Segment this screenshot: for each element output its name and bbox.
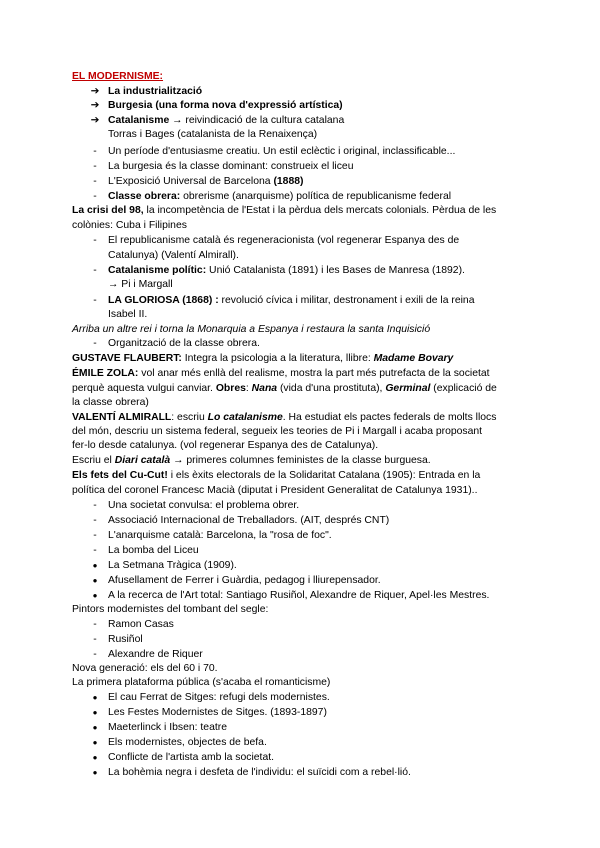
dash-bullet-icon: - [93, 265, 97, 276]
paragraph: Escriu el Diari català → primeres columnes feministes de la classe burguesa. [72, 455, 431, 466]
dash-bullet-icon: - [93, 176, 97, 187]
dash-bullet-icon: - [93, 649, 97, 660]
dot-bullet-icon: ● [92, 591, 98, 600]
list-item: El cau Ferrat de Sitges: refugi dels modernistes. [108, 692, 330, 703]
paragraph-continuation: perquè aquesta vulgui canviar. Obres: Nana (vida d'una prostituta), Germinal (explicació de [72, 383, 497, 394]
dot-bullet-icon: ● [92, 708, 98, 717]
dash-bullet-icon: - [93, 191, 97, 202]
arrow-bullet-icon: ➔ [90, 115, 100, 126]
list-item: Catalanisme → reivindicació de la cultura catalana [108, 115, 345, 126]
list-item: La bomba del Liceu [108, 545, 199, 556]
dot-bullet-icon: ● [92, 753, 98, 762]
dash-bullet-icon: - [93, 338, 97, 349]
page-title: EL MODERNISME: [72, 71, 164, 82]
list-item: Classe obrera: obrerisme (anarquisme) política de republicanisme federal [108, 191, 452, 202]
list-item: L'Exposició Universal de Barcelona (1888) [108, 176, 304, 187]
list-item: El republicanisme català és regeneracionista (vol regenerar Espanya des de [108, 235, 460, 246]
paragraph: Els fets del Cu-Cut! i els èxits electorals de la Solidaritat Catalana (1905): Entrada en la [72, 470, 481, 481]
dash-bullet-icon: - [93, 146, 97, 157]
dash-bullet-icon: - [93, 161, 97, 172]
list-item: Associació Internacional de Treballadors. (AIT, després CNT) [108, 515, 390, 526]
dash-bullet-icon: - [93, 619, 97, 630]
dash-bullet-icon: - [93, 634, 97, 645]
paragraph: ÉMILE ZOLA: vol anar més enllà del realisme, mostra la part més putrefacta de la societat [72, 368, 490, 379]
list-item: Organització de la classe obrera. [108, 338, 260, 349]
list-item: Una societat convulsa: el problema obrer. [108, 500, 300, 511]
list-item-continuation: Torras i Bages (catalanista de la Renaixença) [108, 129, 318, 140]
dash-bullet-icon: - [93, 545, 97, 556]
list-item: La burgesia és la classe dominant: construeix el liceu [108, 161, 354, 172]
list-item: Burgesia (una forma nova d'expressió artística) [108, 100, 343, 111]
list-item: Catalanisme polític: Unió Catalanista (1891) i les Bases de Manresa (1892). [108, 265, 465, 276]
dot-bullet-icon: ● [92, 561, 98, 570]
list-item: A la recerca de l'Art total: Santiago Rusiñol, Alexandre de Riquer, Apel·les Mestres. [108, 590, 490, 601]
arrow-bullet-icon: ➔ [90, 100, 100, 111]
paragraph: Nova generació: els del 60 i 70. [72, 663, 218, 674]
dash-bullet-icon: - [93, 530, 97, 541]
dot-bullet-icon: ● [92, 576, 98, 585]
list-item-continuation: Isabel II. [108, 309, 148, 320]
list-item: La bohèmia negra i desfeta de l'individu: el suïcidi com a rebel·lió. [108, 767, 411, 778]
paragraph: GUSTAVE FLAUBERT: Integra la psicologia a la literatura, llibre: Madame Bovary [72, 353, 454, 364]
section-heading: Pintors modernistes del tombant del segle: [72, 604, 269, 615]
dash-bullet-icon: - [93, 500, 97, 511]
list-item: LA GLORIOSA (1868) : revolució cívica i militar, destronament i exili de la reina [108, 295, 475, 306]
dash-bullet-icon: - [93, 235, 97, 246]
dot-bullet-icon: ● [92, 738, 98, 747]
list-item: Conflicte de l'artista amb la societat. [108, 752, 275, 763]
list-item-continuation: Catalunya) (Valentí Almirall). [108, 250, 239, 261]
list-item: Els modernistes, objectes de befa. [108, 737, 267, 748]
list-item: Ramon Casas [108, 619, 174, 630]
paragraph-continuation: la classe obrera) [72, 397, 149, 408]
dot-bullet-icon: ● [92, 768, 98, 777]
list-item: Afusellament de Ferrer i Guàrdia, pedagog i lliurepensador. [108, 575, 381, 586]
dash-bullet-icon: - [93, 515, 97, 526]
paragraph-continuation: del món, descriu un sistema federal, segueix les teories de Pi i Margall i acaba proposant [72, 426, 483, 437]
paragraph-continuation: fer-lo desde catalunya. (vol regenerar Espanya des de Catalunya). [72, 440, 379, 451]
dash-bullet-icon: - [93, 295, 97, 306]
list-item: Maeterlinck i Ibsen: teatre [108, 722, 227, 733]
list-item: La Setmana Tràgica (1909). [108, 560, 237, 571]
arrow-bullet-icon: ➔ [90, 86, 100, 97]
dot-bullet-icon: ● [92, 693, 98, 702]
italic-note: Arriba un altre rei i torna la Monarquia a Espanya i restaura la santa Inquisició [72, 324, 431, 335]
list-item: Rusiñol [108, 634, 143, 645]
list-item-continuation: → Pi i Margall [108, 279, 173, 290]
paragraph-continuation: política del coronel Francesc Macià (diputat i President Generalitat de Catalunya 1931).. [72, 485, 478, 496]
paragraph: La primera plataforma pública (s'acaba el romanticisme) [72, 677, 331, 688]
list-item: L'anarquisme català: Barcelona, la "rosa de foc". [108, 530, 332, 541]
list-item: Alexandre de Riquer [108, 649, 203, 660]
paragraph: VALENTÍ ALMIRALL: escriu Lo catalanisme. Ha estudiat els pactes federals de molts llocs [72, 412, 497, 423]
list-item: La industrialització [108, 86, 203, 97]
paragraph: La crisi del 98, la incompetència de l'Estat i la pèrdua dels mercats colonials. Pèrdua de les [72, 205, 497, 216]
paragraph-continuation: colònies: Cuba i Filipines [72, 220, 187, 231]
dot-bullet-icon: ● [92, 723, 98, 732]
list-item: Un període d'entusiasme creatiu. Un estil eclèctic i original, inclassificable... [108, 146, 456, 157]
list-item: Les Festes Modernistes de Sitges. (1893-1897) [108, 707, 327, 718]
